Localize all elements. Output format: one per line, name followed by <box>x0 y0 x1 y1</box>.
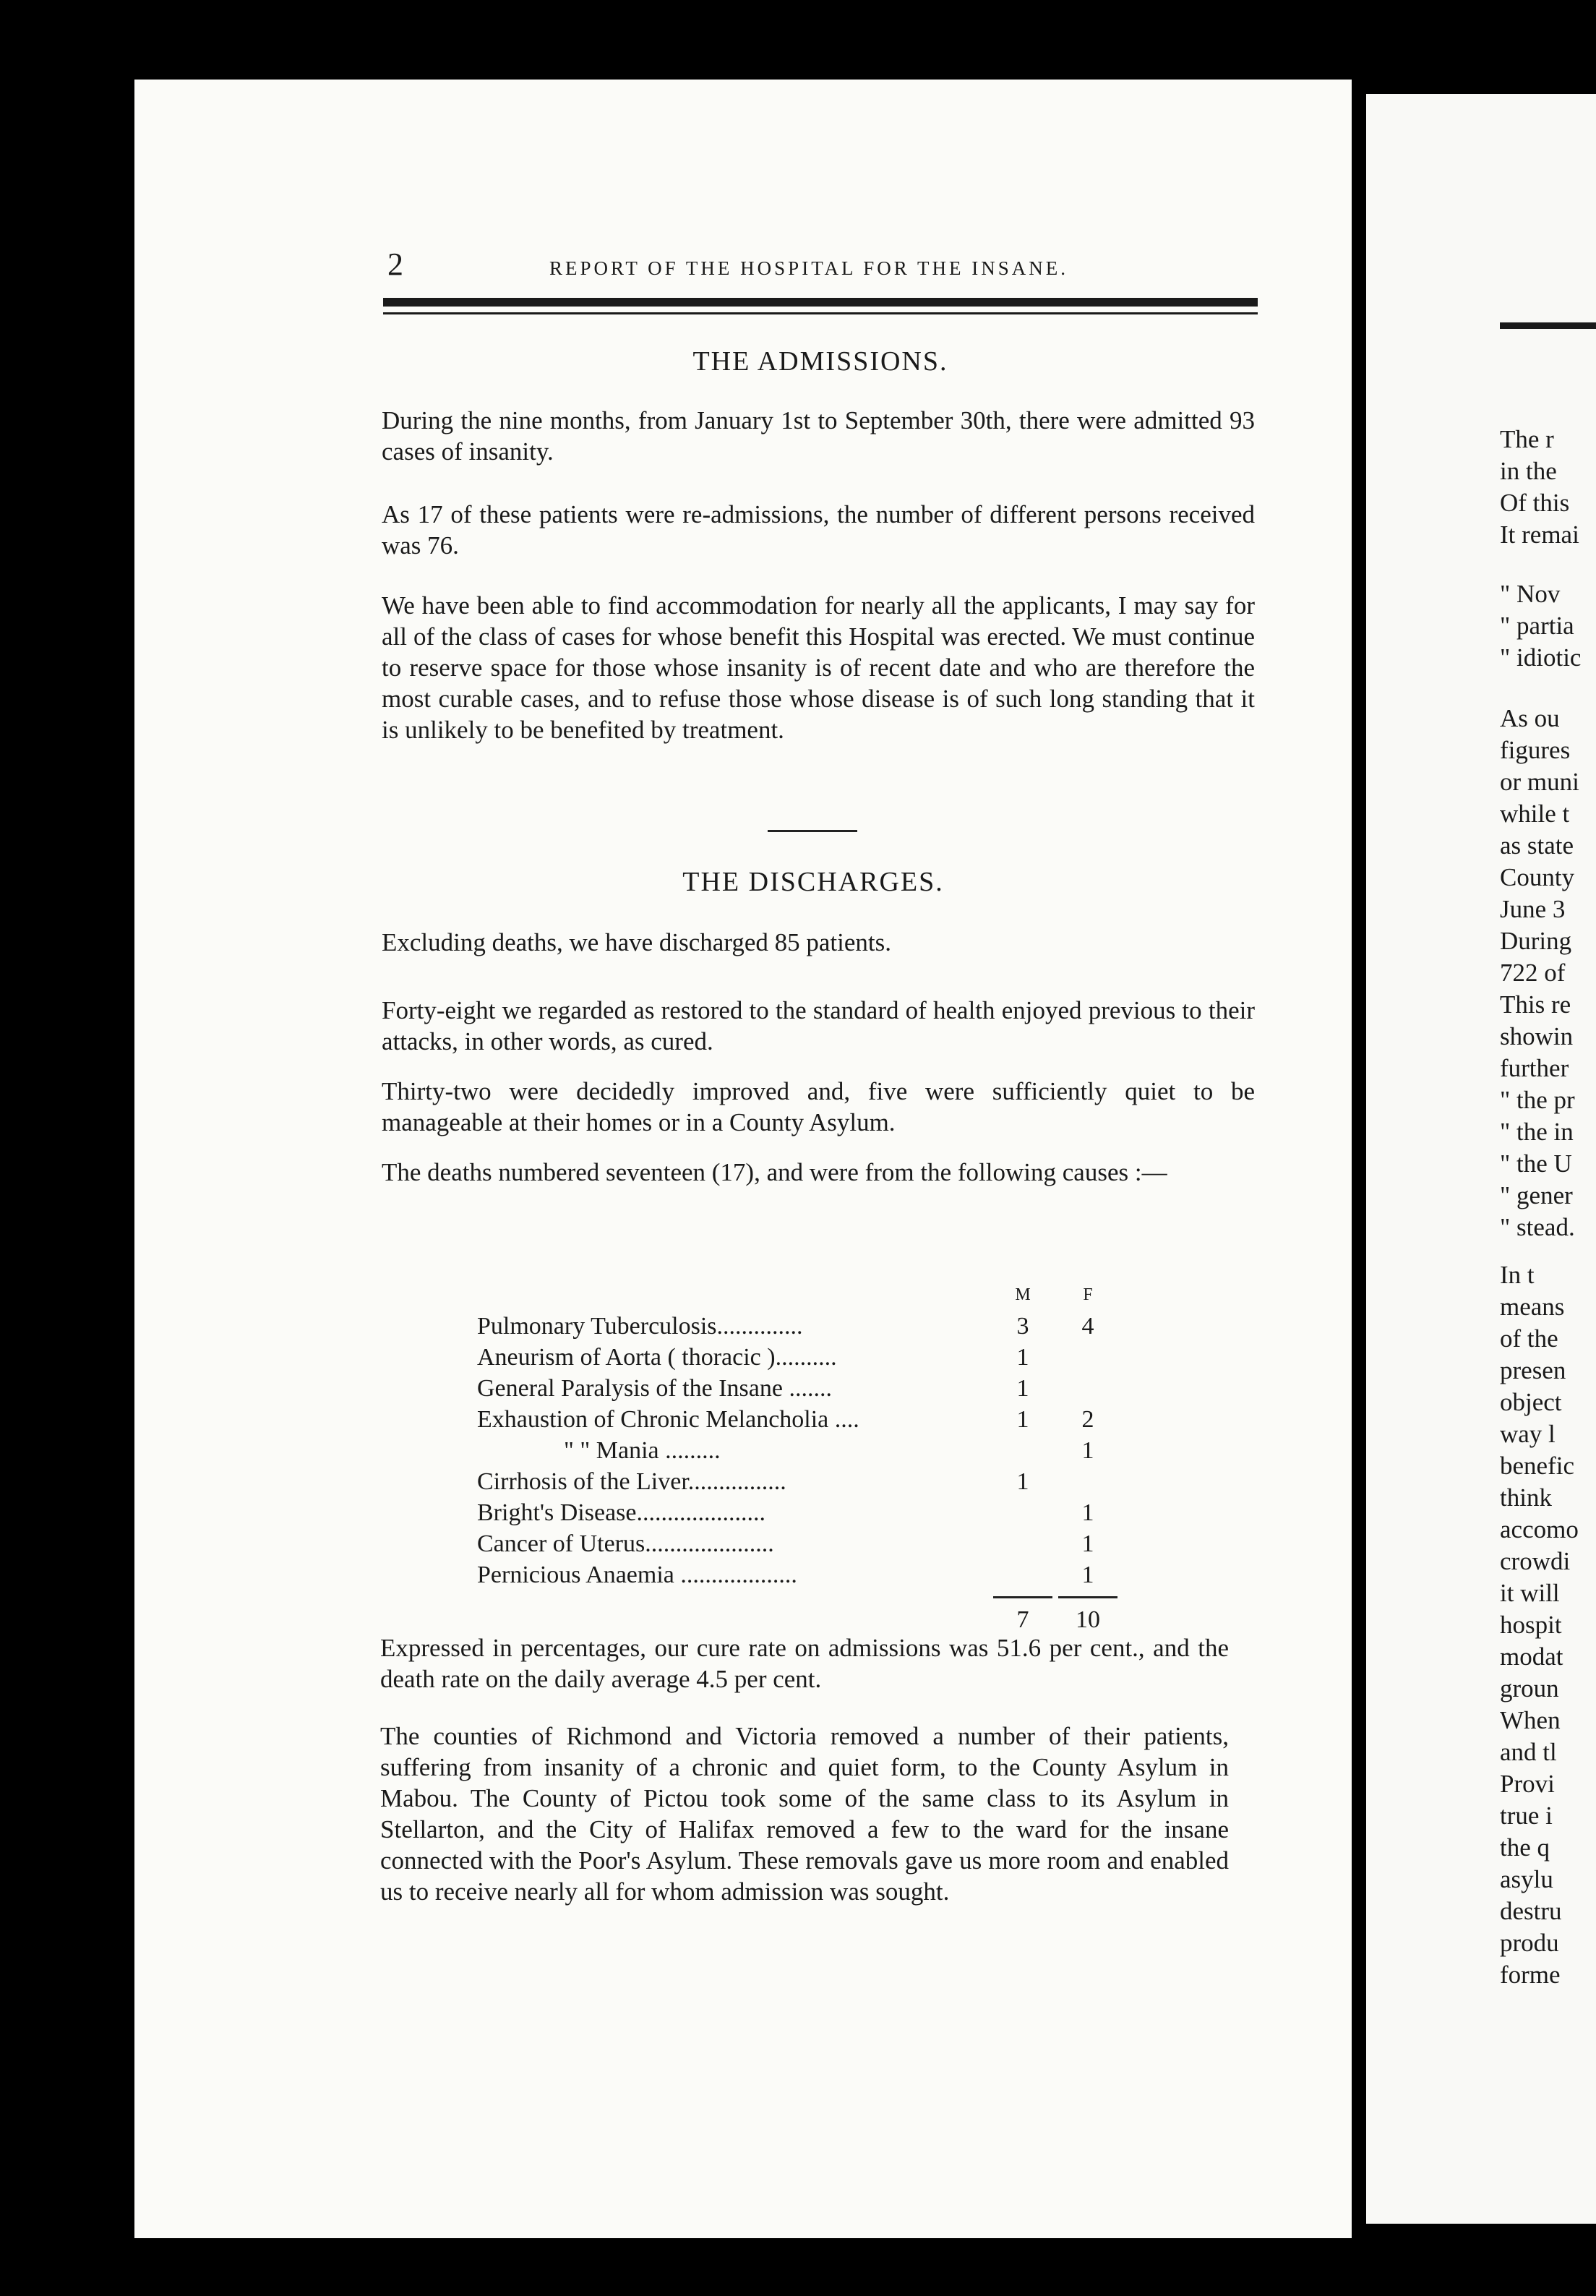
right-page-line: groun <box>1500 1674 1559 1702</box>
right-page-line: think <box>1500 1483 1552 1512</box>
cause-m-count: 1 <box>1016 1406 1029 1433</box>
table-row <box>477 1559 1120 1590</box>
right-page-line: " the pr <box>1500 1086 1575 1114</box>
right-page-line: as state <box>1500 831 1574 860</box>
cause-label: " " Mania ......... <box>564 1437 721 1464</box>
table-row <box>477 1466 1120 1497</box>
right-page-line: Of this <box>1500 489 1570 517</box>
right-page-line: It remai <box>1500 521 1579 549</box>
header-rule-thin <box>383 312 1258 314</box>
cause-label: Aneurism of Aorta ( thoracic ).......... <box>477 1344 837 1371</box>
total-f: 10 <box>1076 1606 1100 1633</box>
right-page-line: The r <box>1500 425 1554 453</box>
right-page-line: Provi <box>1500 1770 1555 1798</box>
right-page-line: " the U <box>1500 1149 1572 1178</box>
discharges-para-3: Thirty-two were decidedly improved and, five were sufficiently quiet to be manageable at their homes or in a County Asylum. <box>382 1077 1255 1136</box>
table-header-row <box>477 1280 1120 1311</box>
page-number: 2 <box>387 247 403 282</box>
discharges-heading: THE DISCHARGES. <box>682 867 944 897</box>
right-page-line: it will <box>1500 1579 1560 1607</box>
cause-f-count: 4 <box>1081 1313 1094 1340</box>
right-page-line: hospit <box>1500 1611 1562 1639</box>
admissions-para-3: We have been able to find accommodation for nearly all the applicants, I may say for all of the class of cases for whose benefit this Hospital was erected. We must continue to reserve space for those whose insanity is of recent date and who are therefore the most curable cases, and to refuse those whose disease is of such long standing that it is unlikely to be benefited by treatment. <box>382 591 1255 744</box>
removals-para: The counties of Richmond and Victoria removed a number of their patients, suffering from insanity of a chronic and quiet form, to the County Asylum in Mabou. The County of Pictou took some of the same class to its Asylum in Stellarton, and the City of Halifax removed a few to the ward for the insane connected with the Poor's Asylum. These removals gave us more room and enabled us to receive nearly all for whom admission was sought. <box>380 1722 1229 1906</box>
right-page-line: and tl <box>1500 1738 1557 1766</box>
cause-m-count: 1 <box>1016 1468 1029 1495</box>
cause-f-count: 2 <box>1081 1406 1094 1433</box>
table-row <box>477 1404 1120 1435</box>
admissions-para-2: As 17 of these patients were re-admissions, the number of different persons received was 76. <box>382 500 1255 560</box>
cause-label: Pulmonary Tuberculosis.............. <box>477 1313 803 1340</box>
right-page-line: or muni <box>1500 768 1579 796</box>
cause-f-count <box>1055 1373 1120 1404</box>
cause-f-count <box>1055 1466 1120 1497</box>
cause-f-count <box>1055 1342 1120 1373</box>
cause-m-count <box>990 1559 1055 1590</box>
right-page-line: figures <box>1500 736 1571 764</box>
total-rule-f <box>1058 1596 1117 1598</box>
right-page-line: the q <box>1500 1833 1550 1862</box>
right-page-line: During <box>1500 927 1572 955</box>
right-page-line: " stead. <box>1500 1213 1575 1241</box>
right-page-line: 722 of <box>1500 959 1566 987</box>
cause-m-count <box>990 1435 1055 1466</box>
table-row <box>477 1311 1120 1342</box>
cause-label: Cancer of Uterus..................... <box>477 1530 774 1557</box>
running-head: REPORT OF THE HOSPITAL FOR THE INSANE. <box>549 257 1069 279</box>
cause-f-count: 1 <box>1081 1499 1094 1526</box>
cause-m-count <box>990 1497 1055 1528</box>
discharges-para-2: Forty-eight we regarded as restored to the standard of health enjoyed previous to their attacks, in other words, as cured. <box>382 996 1255 1055</box>
section-separator <box>768 830 857 832</box>
right-page-line: benefic <box>1500 1452 1574 1480</box>
right-page-line: June 3 <box>1500 895 1566 923</box>
right-page-line: forme <box>1500 1961 1561 1989</box>
table-row <box>477 1373 1120 1404</box>
cause-m-count: 3 <box>1016 1313 1029 1340</box>
right-page-line: In t <box>1500 1261 1535 1289</box>
right-page-line: County <box>1500 863 1575 891</box>
right-page-line: produ <box>1500 1929 1559 1957</box>
right-page-line: This re <box>1500 990 1571 1019</box>
cause-m-count: 1 <box>1016 1344 1029 1371</box>
right-page-line: accomo <box>1500 1515 1579 1543</box>
discharges-para-1: Excluding deaths, we have discharged 85 patients. <box>382 928 891 956</box>
admissions-para-1: During the nine months, from January 1st to September 30th, there were admitted 93 cases of insanity. <box>382 406 1255 466</box>
totals-rule-row <box>477 1590 1120 1604</box>
right-page-line: " the in <box>1500 1118 1574 1146</box>
cause-label: Bright's Disease..................... <box>477 1499 765 1526</box>
right-page-line: object <box>1500 1388 1562 1416</box>
right-page-line: true i <box>1500 1802 1553 1830</box>
cause-label: Exhaustion of Chronic Melancholia .... <box>477 1406 859 1433</box>
header-rule <box>383 298 1258 307</box>
right-page-line: of the <box>1500 1324 1558 1353</box>
table-row <box>477 1435 1120 1466</box>
right-page-line: modat <box>1500 1642 1563 1671</box>
table-row <box>477 1342 1120 1373</box>
cause-m-count: 1 <box>1016 1375 1029 1402</box>
cause-f-count: 1 <box>1081 1530 1094 1557</box>
cause-m-count <box>990 1528 1055 1559</box>
cause-label: Pernicious Anaemia ................... <box>477 1562 797 1588</box>
right-page-line: " Nov <box>1500 580 1561 608</box>
totals-row <box>477 1604 1120 1635</box>
right-page-line: destru <box>1500 1897 1562 1925</box>
cause-label: Cirrhosis of the Liver................ <box>477 1468 786 1495</box>
table-row <box>477 1497 1120 1528</box>
total-rule-m <box>993 1596 1052 1598</box>
right-page-line: in the <box>1500 457 1557 485</box>
right-page-line: asylu <box>1500 1865 1553 1893</box>
right-page-line: while t <box>1500 800 1570 828</box>
right-page-line: way l <box>1500 1420 1556 1448</box>
cause-label: General Paralysis of the Insane ....... <box>477 1375 832 1402</box>
discharges-para-4: The deaths numbered seventeen (17), and were from the following causes :— <box>382 1158 1167 1186</box>
column-m-header: M <box>1015 1285 1031 1304</box>
column-f-header: F <box>1083 1285 1093 1304</box>
right-page-header-rule <box>1500 322 1596 329</box>
right-page-line: further <box>1500 1054 1569 1082</box>
right-page-line: " idiotic <box>1500 643 1582 672</box>
cause-f-count: 1 <box>1081 1562 1094 1588</box>
right-page-line: showin <box>1500 1022 1574 1050</box>
table-row <box>477 1528 1120 1559</box>
percentages-para: Expressed in percentages, our cure rate on admissions was 51.6 per cent., and the death rate on the daily average 4.5 per cent. <box>380 1634 1229 1693</box>
total-m: 7 <box>1016 1606 1029 1633</box>
cause-f-count: 1 <box>1081 1437 1094 1464</box>
causes-of-death-table <box>477 1280 1120 1635</box>
right-page-line: crowdi <box>1500 1547 1571 1575</box>
right-page-line: means <box>1500 1293 1565 1321</box>
admissions-heading: THE ADMISSIONS. <box>692 346 948 377</box>
right-page-line: " gener <box>1500 1181 1573 1209</box>
right-page-line: As ou <box>1500 704 1560 732</box>
right-page-line: When <box>1500 1706 1561 1734</box>
right-page-line: " partia <box>1500 612 1574 640</box>
right-page-line: presen <box>1500 1356 1566 1384</box>
